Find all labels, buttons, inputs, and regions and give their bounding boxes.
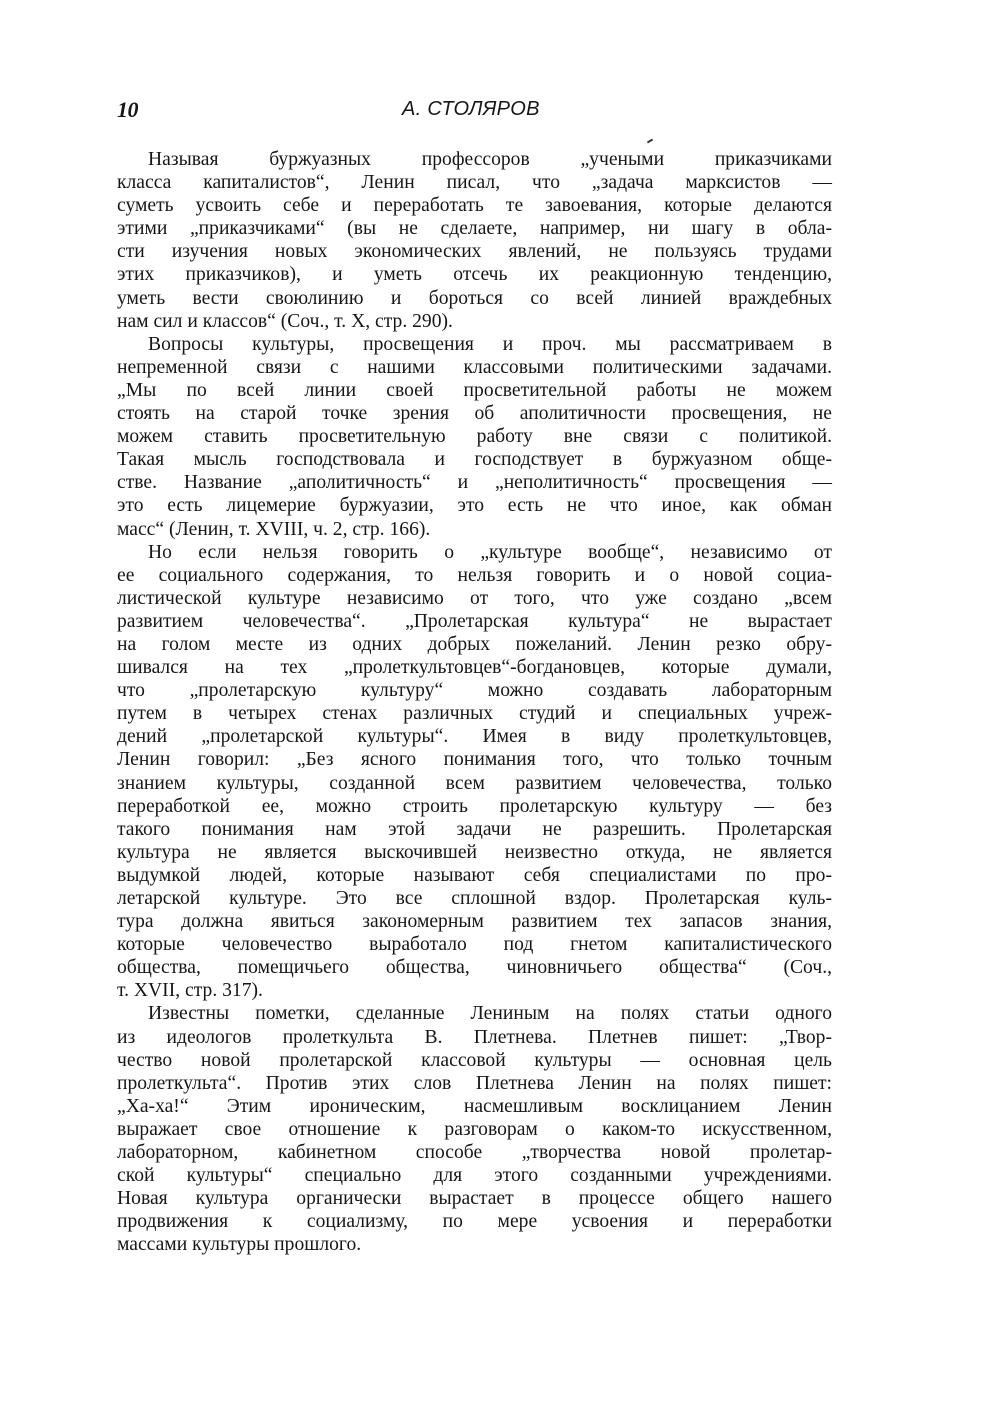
text-line: стоять на старой точке зрения об аполитичности просвещения, не	[117, 403, 832, 425]
text-line: переработкой ее, можно строить пролетарскую культуру — без	[117, 795, 832, 817]
text-line: Вопросы культуры, просвещения и проч. мы рассматриваем в	[148, 333, 832, 355]
text-line: т. XVII, стр. 317).	[117, 980, 263, 1002]
running-head-author: А. СТОЛЯРОВ	[402, 98, 540, 120]
text-line: непременной связи с нашими классовыми политическими задачами.	[117, 356, 832, 378]
page-header	[117, 97, 832, 131]
text-line: Называя буржуазных профессоров „учеными приказчиками	[148, 149, 832, 170]
text-line: листической культуре независимо от того, что уже создано „всем	[117, 587, 832, 609]
text-line: ее социального содержания, то нельзя говорить и о новой социа-	[117, 564, 832, 586]
text-line: Ленин говорил: „Без ясного понимания того, что только точным	[117, 749, 832, 771]
paragraph-1	[117, 148, 832, 333]
text-line: лабораторном, кабинетном способе „творчества новой пролетар-	[117, 1142, 832, 1164]
text-line: продвижения к социализму, по мере усвоения и переработки	[117, 1211, 832, 1233]
print-speck	[647, 139, 653, 144]
text-line: выдумкой людей, которые называют себя специалистами по про-	[117, 864, 832, 886]
text-line: что „пролетарскую культуру“ можно создавать лабораторным	[117, 680, 832, 702]
text-line: массами культуры прошлого.	[117, 1234, 362, 1256]
text-line: путем в четырех стенах различных студий и специальных учреж-	[117, 703, 832, 725]
text-line: суметь усвоить себе и переработать те завоевания, которые делаются	[117, 195, 832, 217]
text-line: Такая мысль господствовала и господствует в буржуазном обще-	[117, 449, 832, 471]
text-line: на голом месте из одних добрых пожеланий. Ленин резко обру-	[117, 633, 832, 655]
text-line: класса капиталистов“, Ленин писал, что „задача марксистов —	[117, 172, 832, 194]
text-line: этих приказчиков), и уметь отсечь их реакционную тенденцию,	[117, 264, 832, 286]
text-line: тура должна явиться закономерным развитием тех запасов знания,	[117, 911, 832, 933]
text-line: чество новой пролетарской классовой культуры — основная цель	[117, 1049, 832, 1071]
text-line: стве. Название „аполитичность“ и „неполитичность“ просвещения —	[117, 472, 832, 494]
text-line: „Ха-ха!“ Этим ироническим, насмешливым восклицанием Ленин	[117, 1095, 832, 1117]
text-line: ской культуры“ специально для этого созданными учреждениями.	[117, 1165, 832, 1187]
text-line: пролеткульта“. Против этих слов Плетнева Ленин на полях пишет:	[117, 1072, 832, 1094]
body-text	[117, 148, 832, 1257]
text-line: выражает свое отношение к разговорам о каком-то искусственном,	[117, 1118, 832, 1140]
text-line: такого понимания нам этой задачи не разрешить. Пролетарская	[117, 818, 832, 840]
text-line: сти изучения новых экономических явлений, не пользуясь трудами	[117, 241, 832, 263]
text-line: этими „приказчиками“ (вы не сделаете, например, ни шагу в обла-	[117, 218, 832, 240]
text-line: уметь вести своюлинию и бороться со всей линией враждебных	[117, 287, 832, 309]
text-line: общества, помещичьего общества, чиновничьего общества“ (Соч.,	[117, 957, 832, 979]
text-line: масс“ (Ленин, т. XVIII, ч. 2, стр. 166).	[117, 518, 431, 540]
paragraph-3	[117, 541, 832, 1003]
paragraph-4	[117, 1002, 832, 1256]
text-line: культура не является выскочившей неизвестно откуда, не является	[117, 841, 832, 863]
paragraph-2	[117, 333, 832, 541]
text-line: развитием человечества“. „Пролетарская культура“ не вырастает	[117, 610, 832, 632]
text-line: Новая культура органически вырастает в процессе общего нашего	[117, 1188, 832, 1210]
text-line: нам сил и классов“ (Соч., т. X, стр. 290).	[117, 310, 453, 332]
text-line: шивался на тех „пролеткультовцев“-богдановцев, которые думали,	[117, 657, 832, 679]
text-line: можем ставить просветительную работу вне связи с политикой.	[117, 426, 832, 448]
text-line: это есть лицемерие буржуазии, это есть не что иное, как обман	[117, 495, 832, 517]
text-line: из идеологов пролеткульта В. Плетнева. Плетнев пишет: „Твор-	[117, 1026, 832, 1048]
text-line: дений „пролетарской культуры“. Имея в виду пролеткультовцев,	[117, 726, 832, 748]
text-line: летарской культуре. Это все сплошной вздор. Пролетарская куль-	[117, 888, 832, 909]
text-line: знанием культуры, созданной всем развитием человечества, только	[117, 772, 832, 794]
text-line: которые человечество выработало под гнетом капиталистического	[117, 934, 832, 956]
text-line: „Мы по всей линии своей просветительной работы не можем	[117, 379, 832, 401]
text-line: Известны пометки, сделанные Лениным на полях статьи одного	[148, 1003, 832, 1025]
page-number: 10	[117, 97, 138, 122]
text-line: Но если нельзя говорить о „культуре вообще“, независимо от	[148, 541, 832, 563]
